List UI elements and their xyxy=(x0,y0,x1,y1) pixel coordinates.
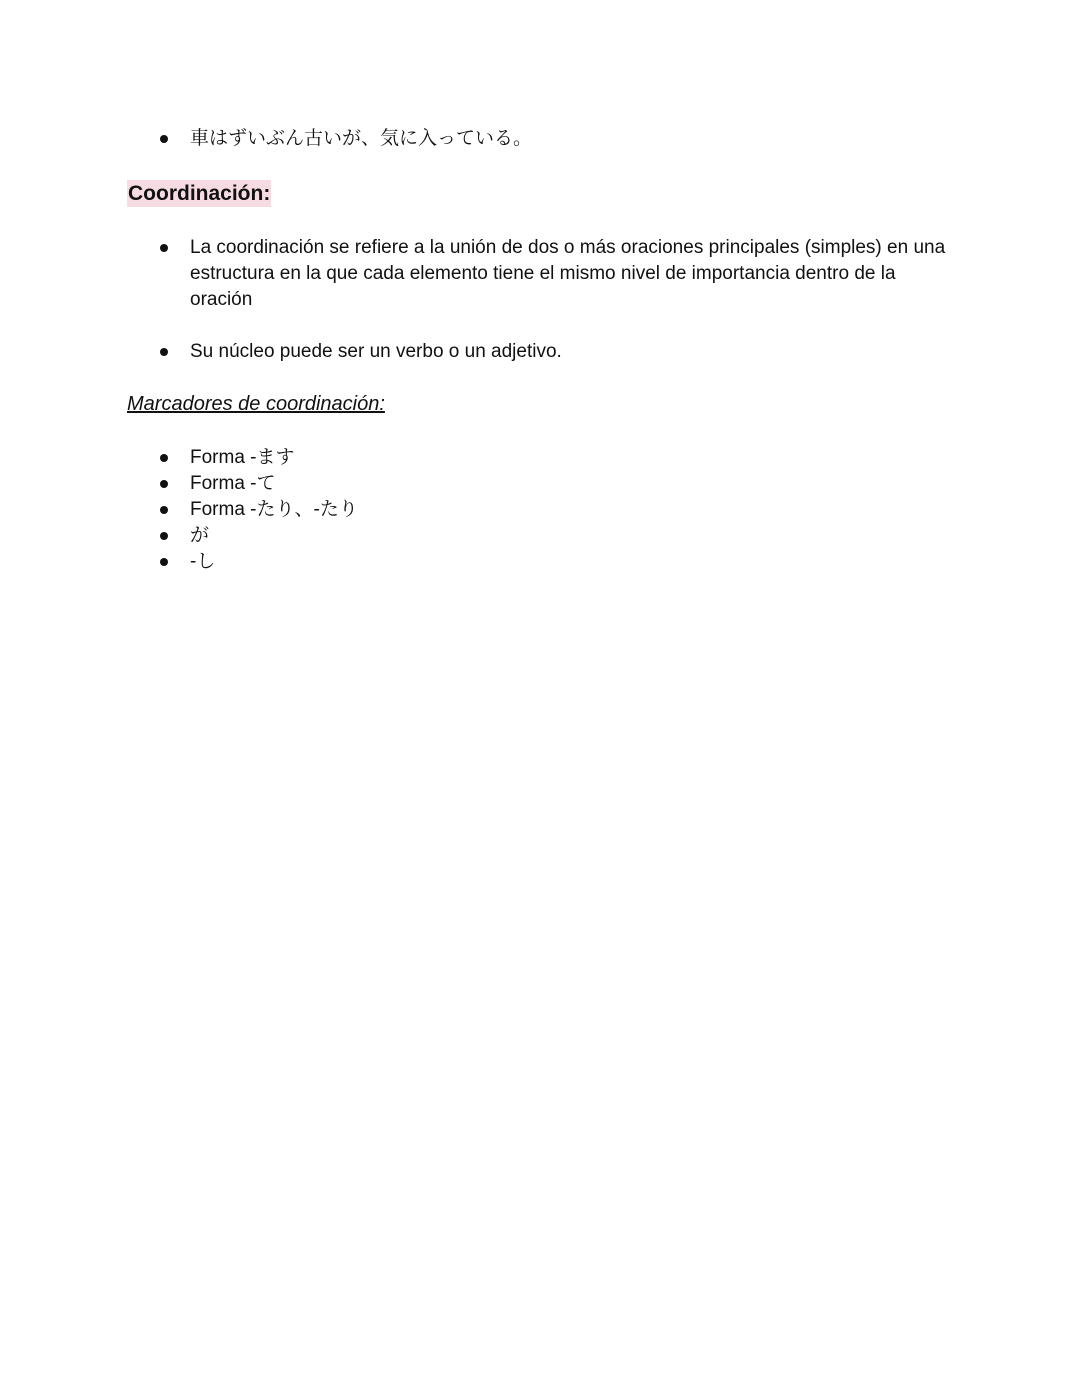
list-item-text: Forma -て xyxy=(190,473,276,494)
list-item-text: 車はずいぶん古いが、気に入っている。 xyxy=(190,128,533,149)
bullet-icon xyxy=(160,480,168,488)
list-item-text: -し xyxy=(190,551,216,572)
markers-heading: Marcadores de coordinación: xyxy=(127,393,385,415)
coordination-heading: Coordinación: xyxy=(128,182,271,205)
list-item xyxy=(160,126,960,152)
bullet-icon xyxy=(160,454,168,462)
list-item-text: La coordinación se refiere a la unión de dos o más oraciones principales (simples) en una estructura en la que cada elemento tiene el mismo nivel de importancia dentro de la oración xyxy=(190,237,946,310)
bullet-icon xyxy=(160,348,168,356)
bullet-icon xyxy=(160,532,168,540)
list-item-text: Su núcleo puede ser un verbo o un adjetivo. xyxy=(190,341,562,362)
markers-bullet-list xyxy=(160,445,960,575)
intro-bullet-list xyxy=(160,126,960,152)
bullet-icon xyxy=(160,558,168,566)
list-item xyxy=(160,523,960,549)
bullet-icon xyxy=(160,506,168,514)
bullet-icon xyxy=(160,244,168,252)
list-item xyxy=(160,445,960,471)
list-item-text: Forma -ます xyxy=(190,447,295,468)
list-item xyxy=(160,471,960,497)
list-item xyxy=(160,235,960,313)
list-item xyxy=(160,549,960,575)
coordination-bullet-list xyxy=(160,235,960,365)
list-item xyxy=(160,497,960,523)
list-item xyxy=(160,339,960,365)
bullet-icon xyxy=(160,135,168,143)
list-item-text: が xyxy=(190,525,210,546)
list-item-text: Forma -たり、-たり xyxy=(190,499,358,520)
